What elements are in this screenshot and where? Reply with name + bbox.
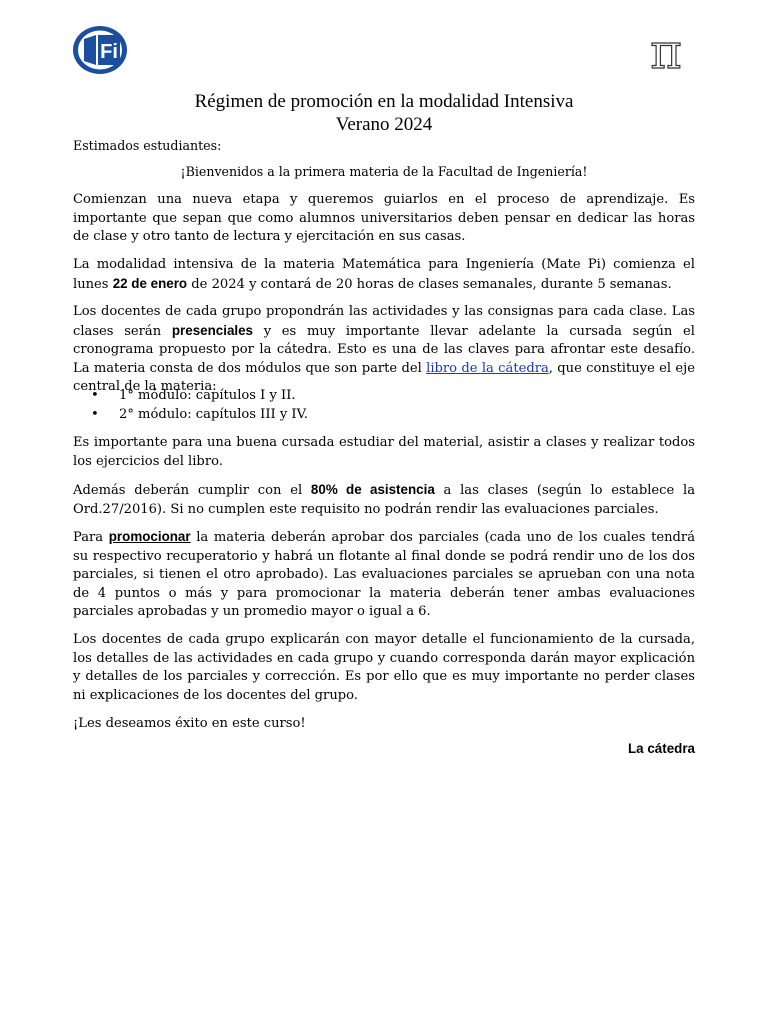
paragraph-details: Los docentes de cada grupo explicarán con mayor detalle el funcionamiento de la cursada, los detalles de las actividades en cada grupo y cuando corresponda darán mayor explicación y detalles de los parciales y corrección. Es por ello que es muy importante no perder clases ni explicaciones de los docentes del grupo. [73,632,695,703]
list-item: • 1° módulo: capítulos I y II. [119,386,308,405]
faculty-logo [72,25,128,75]
attendance-requirement: 80% de asistencia [310,482,435,497]
logo-fi-text: Fi [100,41,118,63]
paragraph-schedule: La modalidad intensiva de la materia Matemática para Ingeniería (Mate Pi) comienza el lunes 22 de enero de 2024 y contará de 20 horas de clases semanales, durante 5 semanas. [73,257,695,292]
module-list [73,386,308,424]
start-date: 22 de enero [112,275,188,291]
pi-logo [640,28,692,74]
paragraph-attendance: Además deberán cumplir con el 80% de asistencia a las clases (según lo establece la Ord.27/2016). Si no cumplen este requisito no podrán rendir las evaluaciones parciales. [73,482,695,517]
greeting: Estimados estudiantes: [73,138,222,153]
page-title: Régimen de promoción en la modalidad Intensiva [194,91,574,112]
book-link[interactable]: libro de la cátedra [426,360,549,376]
page-subtitle: Verano 2024 [335,114,433,135]
signature: La cátedra [628,741,695,756]
paragraph-promotion: Para promocionar la materia deberán aprobar dos parciales (cada uno de los cuales tendrá su respectivo recuperatorio y habrá un flotante al final donde se podrá rendir uno de los dos parciales, si tienen el otro aprobado). Las evaluaciones parciales se aprueban con una nota de 4 puntos o más y para promocionar la materia deberán tener ambas evaluaciones parciales aprobadas y un promedio mayor o igual a 6. [73,529,695,619]
paragraph-modules: Los docentes de cada grupo propondrán las actividades y las consignas para cada clase. Las clases serán presenciales y es muy importante llevar adelante la cursada según el cronograma propuesto por la cátedra. Esto es una de las claves para afrontar este desafío. La materia consta de dos módulos que son parte del libro de la cátedra, que constituye el eje central de la materia: [73,304,695,394]
list-item: • 2° módulo: capítulos III y IV. [119,405,308,424]
paragraph-intro: Comienzan una nueva etapa y queremos guiarlos en el proceso de aprendizaje. Es importante que sepan que como alumnos universitarios deben pensar en dedicar las horas de clase y otro tanto de lectura y ejercitación en sus casas. [73,192,695,244]
promotion-keyword: promocionar [108,529,191,544]
paragraph-study: Es importante para una buena cursada estudiar del material, asistir a clases y realizar todos los ejercicios del libro. [73,435,695,469]
closing-line: ¡Les deseamos éxito en este curso! [73,716,306,731]
logo-pi-symbol: π [650,28,682,74]
welcome-line: ¡Bienvenidos a la primera materia de la Facultad de Ingeniería! [180,164,588,179]
presencial-keyword: presenciales [171,322,254,338]
